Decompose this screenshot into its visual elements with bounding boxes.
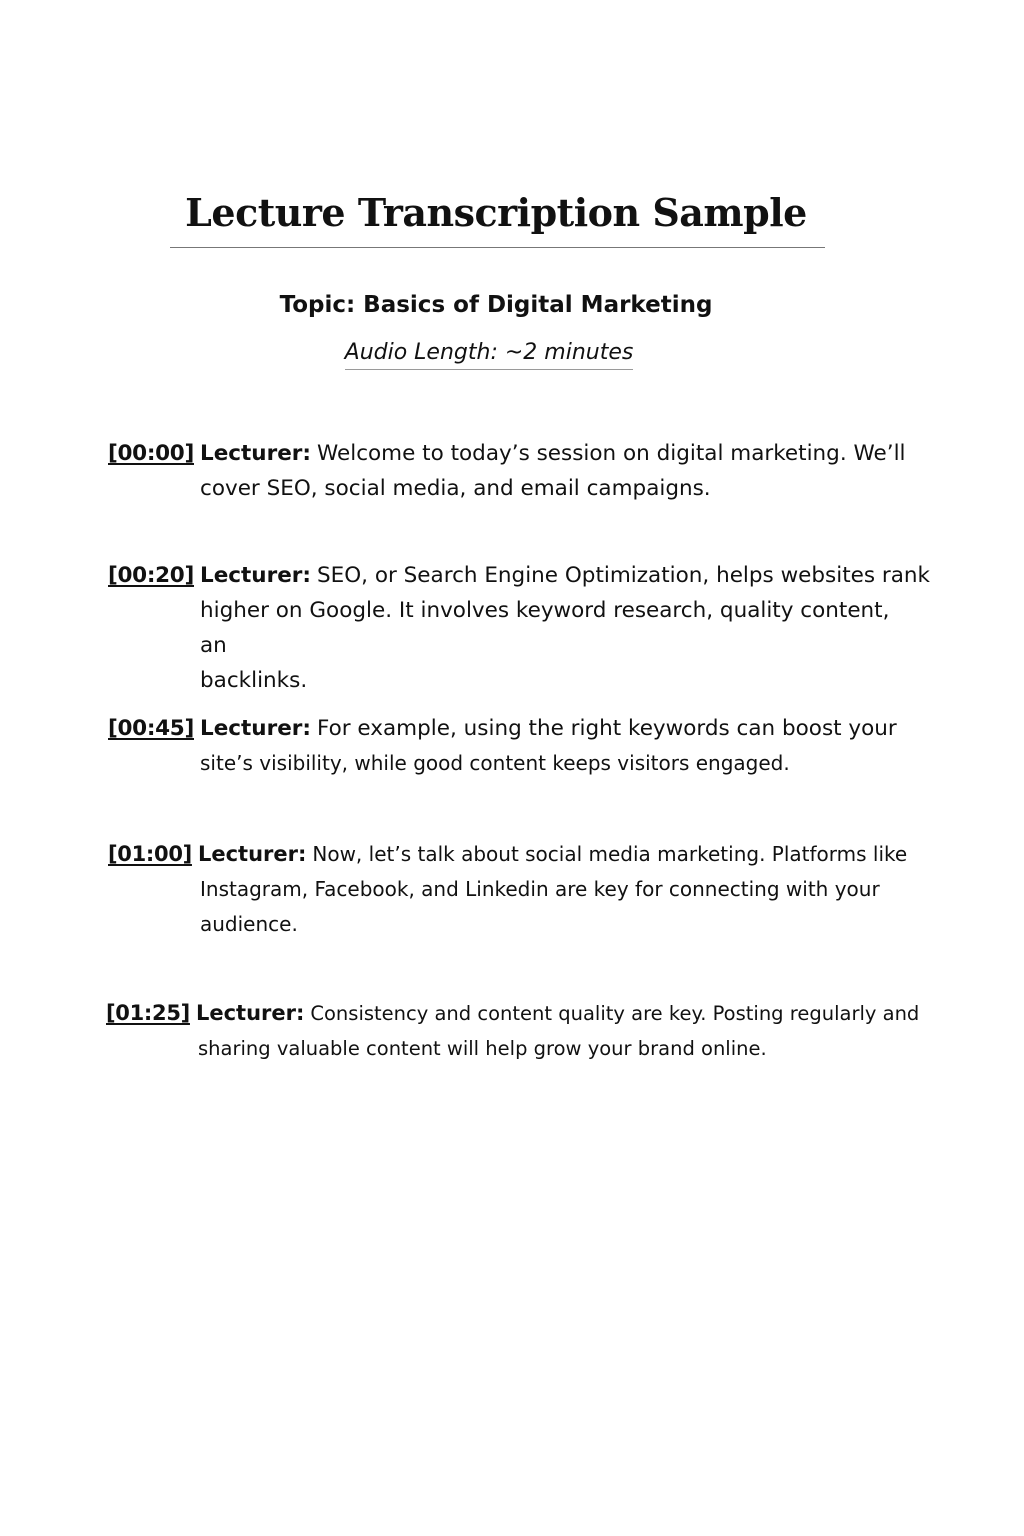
timestamp: [00:45]	[108, 716, 194, 741]
audio-length: Audio Length: ~2 minutes	[345, 338, 634, 370]
title-divider	[170, 247, 825, 248]
entry-text: For example, using the right keywords can boost your	[317, 716, 897, 741]
entry-first-line	[108, 436, 906, 471]
timestamp: [01:00]	[108, 842, 192, 866]
topic-heading: Topic: Basics of Digital Marketing	[279, 292, 713, 318]
transcript-entry	[108, 711, 898, 781]
entry-text-continued: sharing valuable content will help grow your brand online.	[198, 1037, 767, 1060]
transcript-entry	[108, 837, 908, 942]
document-title: Lecture Transcription Sample	[185, 190, 807, 235]
speaker-label: Lecturer:	[200, 441, 311, 466]
speaker-label: Lecturer:	[197, 842, 307, 866]
transcript-entry	[108, 558, 931, 698]
entry-text: Consistency and content quality are key. Posting regularly and	[310, 1002, 920, 1025]
entry-text-continued: audience.	[200, 912, 298, 936]
entry-text-continued: backlinks.	[200, 668, 308, 693]
entry-text: Now, let’s talk about social media marketing. Platforms like	[312, 842, 908, 866]
speaker-label: Lecturer:	[200, 716, 311, 741]
audio-length-container	[0, 338, 978, 370]
speaker-label: Lecturer:	[195, 1001, 305, 1025]
entry-text-continued: Instagram, Facebook, and Linkedin are key for connecting with your	[200, 877, 880, 901]
timestamp: [00:20]	[108, 563, 194, 588]
timestamp: [00:00]	[108, 441, 194, 466]
entry-first-line	[106, 996, 920, 1031]
entry-text-continued: higher on Google. It involves keyword research, quality content, an	[200, 598, 890, 658]
entry-text: Welcome to today’s session on digital marketing. We’ll	[317, 441, 906, 466]
speaker-label: Lecturer:	[200, 563, 311, 588]
entry-text-continued: site’s visibility, while good content keeps visitors engaged.	[200, 751, 790, 775]
transcript-entry	[108, 436, 906, 506]
entry-first-line	[108, 558, 931, 593]
entry-first-line	[108, 837, 908, 872]
entry-text: SEO, or Search Engine Optimization, helps websites rank	[317, 563, 931, 588]
entry-text-continued: cover SEO, social media, and email campaigns.	[200, 476, 711, 501]
transcript-entry	[106, 996, 920, 1066]
timestamp: [01:25]	[106, 1001, 190, 1025]
entry-first-line	[108, 711, 898, 746]
